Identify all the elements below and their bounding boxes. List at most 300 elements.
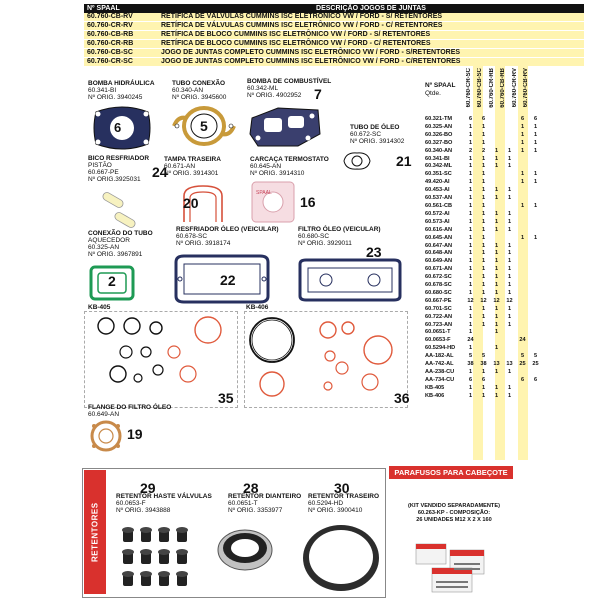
grid-row bbox=[424, 124, 542, 132]
valve-seal-icon bbox=[122, 549, 134, 564]
part-name: TAMPA TRASEIRA bbox=[164, 156, 221, 163]
grid-qty-cell bbox=[503, 171, 516, 179]
grid-part-code: 60.616-AN bbox=[424, 227, 464, 235]
grid-qty-cell: 1 bbox=[468, 123, 473, 130]
valve-seals-image bbox=[118, 522, 198, 592]
bolt-kit-image bbox=[412, 538, 512, 596]
grid-row bbox=[424, 171, 542, 179]
retentor-label-30 bbox=[308, 493, 379, 514]
grid-part-code: 60.327-BO bbox=[425, 139, 453, 146]
part-number: 22 bbox=[220, 272, 236, 288]
grid-qty-cell bbox=[503, 140, 516, 148]
grid-qty-cell: 1 bbox=[481, 274, 486, 281]
grid-qty-cell: 6 bbox=[520, 376, 525, 383]
kit-number-36: 36 bbox=[394, 390, 410, 406]
grid-qty-cell: 1 bbox=[494, 392, 499, 399]
part-number: 16 bbox=[300, 194, 316, 210]
retentor-label-28 bbox=[228, 493, 301, 514]
gasket-23-image bbox=[296, 258, 404, 302]
part-label-20 bbox=[164, 156, 221, 177]
parafusos-text bbox=[398, 503, 510, 524]
grid-qty-cell: 6 bbox=[468, 376, 473, 383]
grid-qty-cell: 6 bbox=[520, 116, 525, 122]
grid-qty-cell bbox=[529, 266, 542, 274]
grid-qty-cell bbox=[490, 377, 503, 385]
grid-qty-cell: 1 bbox=[520, 234, 525, 241]
grid-col-head: 60.760-CB-SC bbox=[477, 68, 483, 108]
grid-qty-cell: 1 bbox=[468, 274, 473, 281]
part-name: TUBO CONEXÃO bbox=[172, 80, 226, 87]
grid-qty-cell bbox=[503, 179, 516, 187]
grid-part-code: 60.723-AN bbox=[424, 322, 464, 330]
grid-qty-cell bbox=[477, 345, 490, 353]
grid-qty-cell: 1 bbox=[494, 195, 499, 202]
valve-seal-icon bbox=[122, 571, 134, 586]
grid-qty-cell: 1 bbox=[507, 187, 512, 194]
grid-qty-cell: 1 bbox=[468, 250, 473, 257]
part-name: CARCAÇA TERMOSTATO bbox=[250, 156, 329, 163]
grid-part-code: KB-405 bbox=[424, 385, 464, 393]
grid-row bbox=[424, 306, 542, 314]
grid-part-code: 60.325-AN bbox=[425, 123, 453, 130]
grid-qty-cell: 24 bbox=[467, 337, 474, 344]
grid-qty-cell: 1 bbox=[468, 305, 473, 312]
grid-row bbox=[424, 274, 542, 282]
grid-qty-cell bbox=[516, 250, 529, 258]
grid-qty-cell: 6 bbox=[533, 116, 538, 122]
retentor-code: 60.0653-F bbox=[116, 500, 146, 507]
grid-qty-cell bbox=[516, 329, 529, 337]
grid-qty-cell: 1 bbox=[468, 321, 473, 328]
grid-row bbox=[424, 187, 542, 195]
grid-qty-cell: 1 bbox=[533, 147, 538, 154]
grid-qty-cell bbox=[490, 124, 503, 132]
grid-qty-cell bbox=[503, 329, 516, 337]
grid-qty-cell: 1 bbox=[481, 250, 486, 257]
grid-qty-cell: 1 bbox=[494, 210, 499, 217]
grid-part-code: 60.0651-T bbox=[425, 329, 451, 336]
grid-row bbox=[424, 250, 542, 258]
grid-qty-cell: 1 bbox=[468, 242, 473, 249]
kit-36-orings bbox=[246, 312, 406, 404]
part-label-5 bbox=[172, 80, 226, 101]
retentor-name: RETENTOR DIANTEIRO bbox=[228, 493, 302, 500]
grid-part-code: AA-742-AL bbox=[425, 361, 454, 368]
valve-seal-icon bbox=[176, 571, 188, 586]
grid-qty-cell: 1 bbox=[481, 123, 486, 130]
retentores-label: RETENTORES bbox=[90, 502, 100, 562]
grid-qty-cell: 5 bbox=[533, 353, 538, 360]
grid-row bbox=[424, 314, 542, 322]
grid-qty-cell: 1 bbox=[481, 155, 486, 162]
part-name: BICO RESFRIADOR bbox=[88, 155, 150, 162]
grid-qty-cell bbox=[516, 274, 529, 282]
part-label-2 bbox=[88, 230, 153, 258]
grid-qty-cell: 5 bbox=[468, 353, 473, 360]
grid-qty-cell: 1 bbox=[481, 226, 486, 233]
grid-qty-cell: 1 bbox=[468, 234, 473, 241]
kit-number-35: 35 bbox=[218, 390, 234, 406]
part-number: 20 bbox=[183, 195, 199, 211]
grid-qty-cell: 1 bbox=[494, 250, 499, 257]
grid-qty-cell: 1 bbox=[481, 289, 486, 296]
grid-qty-cell bbox=[516, 393, 529, 401]
grid-row bbox=[424, 361, 542, 369]
grid-qty-cell: 1 bbox=[533, 202, 538, 209]
kit-desc: RETÍFICA DE BLOCO CUMMINS ISC ELETRÔNICO VW / FORD - C/ RETENTORES bbox=[158, 40, 584, 49]
retentor-number: 29 bbox=[140, 480, 156, 496]
svg-text:SPAAL: SPAAL bbox=[256, 190, 272, 196]
grid-qty-cell: 1 bbox=[533, 123, 538, 130]
gasket-21-image bbox=[342, 150, 372, 172]
grid-qty-cell bbox=[516, 258, 529, 266]
part-name: TUBO DE ÓLEO bbox=[350, 124, 400, 131]
grid-qty-cell bbox=[503, 116, 516, 124]
part-code: 60.680-SC bbox=[298, 233, 330, 240]
grid-qty-cell: 1 bbox=[468, 345, 473, 352]
grid-qty-cell bbox=[529, 187, 542, 195]
grid-part-code: 60.645-AN bbox=[425, 234, 453, 241]
part-orig: Nº ORIG. 3967891 bbox=[88, 251, 143, 258]
grid-qty-cell bbox=[503, 353, 516, 361]
grid-qty-cell: 1 bbox=[507, 147, 512, 154]
grid-qty-cell bbox=[529, 219, 542, 227]
grid-qty-cell: 1 bbox=[481, 202, 486, 209]
grid-qty-cell bbox=[529, 298, 542, 306]
grid-qty-cell bbox=[516, 163, 529, 171]
grid-row bbox=[424, 322, 542, 330]
grid-part-code: 60.648-AN bbox=[425, 250, 453, 257]
part-number: 23 bbox=[366, 244, 382, 260]
grid-qty-cell bbox=[490, 171, 503, 179]
grid-qty-cell bbox=[516, 322, 529, 330]
part-label-24 bbox=[88, 155, 149, 183]
grid-qty-cell bbox=[529, 393, 542, 401]
part-code: 60.649-AN bbox=[88, 411, 120, 418]
kit-code: 60.760-CR-SC bbox=[84, 58, 158, 67]
grid-qty-cell bbox=[516, 156, 529, 164]
gasket-6-image bbox=[90, 104, 154, 152]
grid-qty-cell bbox=[490, 203, 503, 211]
grid-part-code: AA-238-CU bbox=[424, 369, 464, 377]
grid-qty-cell bbox=[490, 140, 503, 148]
grid-qty-cell bbox=[529, 345, 542, 353]
grid-qty-cell: 1 bbox=[468, 392, 473, 399]
retentor-orig: Nº ORIG. 3943888 bbox=[116, 507, 171, 514]
grid-part-code: 60.671-AN bbox=[425, 266, 453, 273]
grid-qty-cell bbox=[477, 337, 490, 345]
grid-qty-cell: 1 bbox=[507, 195, 512, 202]
part-number: 7 bbox=[314, 86, 322, 102]
part-orig: Nº ORIG. 3940245 bbox=[88, 94, 143, 101]
grid-part-code: 60.572-AI bbox=[424, 211, 464, 219]
grid-qty-cell: 1 bbox=[494, 345, 499, 352]
part-orig: Nº ORIG. 3914310 bbox=[250, 170, 305, 177]
grid-part-code: 60.573-AI bbox=[425, 218, 450, 225]
grid-qty-cell: 1 bbox=[494, 305, 499, 312]
grid-qty-cell: 1 bbox=[494, 155, 499, 162]
grid-part-code: AA-182-AL bbox=[424, 353, 464, 361]
grid-qty-cell bbox=[477, 329, 490, 337]
valve-seal-icon bbox=[158, 571, 170, 586]
grid-qty-cell: 12 bbox=[467, 297, 474, 304]
valve-seal-icon bbox=[140, 549, 152, 564]
grid-qty-cell: 1 bbox=[507, 392, 512, 399]
grid-qty-cell: 1 bbox=[481, 234, 486, 241]
grid-qty-cell bbox=[490, 179, 503, 187]
retentor-number: 28 bbox=[243, 480, 259, 496]
kb-406-label: KB-406 bbox=[246, 304, 269, 311]
grid-qty-cell bbox=[490, 337, 503, 345]
grid-row bbox=[424, 243, 542, 251]
grid-part-code: KB-406 bbox=[425, 392, 445, 399]
part-orig: Nº ORIG.3925031 bbox=[88, 176, 141, 183]
part-name: RESFRIADOR ÓLEO (VEICULAR) bbox=[176, 226, 279, 233]
grid-qty-cell: 1 bbox=[481, 313, 486, 320]
grid-qty-cell: 1 bbox=[533, 179, 538, 186]
grid-qty-cell: 1 bbox=[507, 282, 512, 289]
grid-header bbox=[425, 82, 455, 98]
grid-part-code: 60.321-TM bbox=[424, 116, 464, 124]
grid-qty-cell bbox=[529, 337, 542, 345]
grid-qty-cell: 1 bbox=[468, 139, 473, 146]
grid-qty-cell: 38 bbox=[467, 361, 474, 368]
grid-qty-cell: 1 bbox=[507, 226, 512, 233]
grid-qty-cell: 1 bbox=[494, 384, 499, 391]
grid-qty-cell: 1 bbox=[481, 258, 486, 265]
part-number: 19 bbox=[127, 426, 143, 442]
grid-head-code: Nº SPAAL bbox=[425, 82, 456, 89]
grid-qty-cell: 1 bbox=[507, 242, 512, 249]
grid-row bbox=[424, 140, 542, 148]
retentor-name: RETENTOR HASTE VÁLVULAS bbox=[116, 493, 212, 500]
retentor-orig: Nº ORIG. 3900410 bbox=[308, 507, 363, 514]
grid-qty-cell: 1 bbox=[533, 234, 538, 241]
grid-part-code: 49.420-AI bbox=[424, 179, 464, 187]
grid-qty-cell bbox=[529, 306, 542, 314]
grid-qty-cell: 1 bbox=[481, 384, 486, 391]
grid-qty-cell: 1 bbox=[481, 195, 486, 202]
grid-qty-cell: 1 bbox=[481, 131, 486, 138]
grid-qty-cell: 13 bbox=[493, 361, 500, 368]
grid-qty-cell: 1 bbox=[468, 369, 473, 375]
kit-code: 60.760-CB-RV bbox=[84, 13, 158, 22]
grid-qty-cell: 1 bbox=[520, 171, 525, 178]
grid-qty-cell bbox=[529, 195, 542, 203]
rear-seal-image bbox=[300, 520, 382, 594]
grid-qty-cell: 1 bbox=[468, 258, 473, 265]
grid-qty-cell: 25 bbox=[519, 361, 526, 368]
grid-qty-cell: 1 bbox=[533, 139, 538, 146]
grid-qty-cell bbox=[503, 337, 516, 345]
part-code: 60.671-AN bbox=[164, 163, 196, 170]
valve-seal-icon bbox=[158, 549, 170, 564]
part-name: FLANGE DO FILTRO ÓLEO bbox=[88, 404, 172, 411]
grid-qty-cell bbox=[529, 314, 542, 322]
retentor-name: RETENTOR TRASEIRO bbox=[308, 493, 380, 500]
grid-part-code: 60.5294-HD bbox=[425, 345, 456, 352]
valve-seal-icon bbox=[140, 527, 152, 542]
grid-part-code: 60.680-SC bbox=[424, 290, 464, 298]
grid-qty-cell: 2 bbox=[481, 147, 486, 154]
grid-qty-cell bbox=[529, 227, 542, 235]
part-number: 5 bbox=[200, 118, 208, 134]
grid-qty-cell: 1 bbox=[468, 179, 473, 186]
grid-qty-cell: 1 bbox=[507, 218, 512, 225]
grid-qty-cell: 1 bbox=[481, 171, 486, 178]
grid-qty-cell: 5 bbox=[520, 353, 525, 360]
grid-qty-cell bbox=[503, 235, 516, 243]
grid-qty-cell: 1 bbox=[494, 274, 499, 281]
grid-col-head: 60.760-CR-RV bbox=[512, 68, 518, 108]
grid-qty-cell: 1 bbox=[468, 282, 473, 289]
grid-col-head: 60.760-CB-RV bbox=[523, 68, 529, 108]
retentor-code: 60.5294-HD bbox=[308, 500, 344, 507]
grid-qty-cell bbox=[490, 132, 503, 140]
grid-qty-cell bbox=[529, 156, 542, 164]
grid-part-code: 60.326-BO bbox=[424, 132, 464, 140]
grid-qty-cell: 1 bbox=[507, 258, 512, 265]
parafusos-line: 60.263-KP - COMPOSIÇÃO: bbox=[417, 510, 491, 516]
grid-row bbox=[424, 156, 542, 164]
part-label-22 bbox=[176, 226, 279, 247]
grid-row bbox=[424, 148, 542, 156]
grid-qty-cell: 1 bbox=[481, 321, 486, 328]
grid-part-code: 60.649-AN bbox=[424, 258, 464, 266]
grid-qty-cell bbox=[529, 211, 542, 219]
part-name: FILTRO ÓLEO (VEICULAR) bbox=[298, 226, 381, 233]
grid-qty-cell bbox=[529, 258, 542, 266]
header-code-column: Nº SPAAL bbox=[84, 4, 158, 13]
grid-qty-cell bbox=[529, 322, 542, 330]
grid-qty-cell bbox=[516, 243, 529, 251]
grid-qty-cell: 1 bbox=[468, 226, 473, 233]
grid-row bbox=[424, 179, 542, 187]
grid-qty-cell bbox=[516, 187, 529, 195]
grid-row bbox=[424, 116, 542, 124]
grid-part-code: 60.667-PE bbox=[425, 297, 452, 304]
grid-row bbox=[424, 258, 542, 266]
grid-qty-cell bbox=[490, 353, 503, 361]
part-number: 6 bbox=[114, 120, 122, 135]
grid-qty-cell: 1 bbox=[520, 202, 525, 209]
grid-qty-cell: 1 bbox=[507, 369, 512, 375]
grid-qty-cell: 1 bbox=[494, 369, 499, 375]
grid-row bbox=[424, 353, 542, 361]
grid-qty-cell bbox=[529, 282, 542, 290]
grid-qty-cell: 38 bbox=[480, 361, 487, 368]
grid-qty-cell bbox=[529, 250, 542, 258]
grid-row bbox=[424, 235, 542, 243]
grid-qty-cell: 1 bbox=[481, 305, 486, 312]
grid-qty-cell: 1 bbox=[481, 218, 486, 225]
grid-qty-cell bbox=[516, 385, 529, 393]
grid-qty-cell bbox=[529, 329, 542, 337]
grid-qty-cell: 1 bbox=[507, 305, 512, 312]
grid-qty-cell: 1 bbox=[494, 163, 499, 170]
grid-part-code: 60.341-BI bbox=[425, 155, 450, 162]
grid-qty-cell bbox=[516, 306, 529, 314]
quantity-grid bbox=[424, 116, 542, 401]
grid-qty-cell: 1 bbox=[494, 321, 499, 328]
grid-row bbox=[424, 329, 542, 337]
grid-qty-cell bbox=[529, 243, 542, 251]
grid-qty-cell bbox=[529, 163, 542, 171]
grid-qty-cell: 1 bbox=[468, 266, 473, 273]
grid-qty-cell bbox=[516, 298, 529, 306]
grid-qty-cell bbox=[490, 116, 503, 124]
gasket-16-image bbox=[250, 180, 296, 224]
grid-row bbox=[424, 163, 542, 171]
grid-qty-cell: 6 bbox=[468, 116, 473, 122]
grid-qty-cell: 1 bbox=[468, 202, 473, 209]
grid-qty-cell: 1 bbox=[481, 139, 486, 146]
retentor-code: 60.0651-T bbox=[228, 500, 258, 507]
grid-qty-cell: 1 bbox=[520, 139, 525, 146]
grid-qty-cell: 1 bbox=[507, 163, 512, 170]
grid-part-code: 60.351-SC bbox=[425, 171, 452, 178]
part-code: 60.340-AN bbox=[172, 87, 204, 94]
grid-qty-cell: 6 bbox=[481, 376, 486, 383]
part-name-2: AQUECEDOR bbox=[88, 237, 130, 244]
grid-qty-cell: 1 bbox=[533, 131, 538, 138]
grid-col-head: 60.760-CB-RB bbox=[500, 68, 506, 108]
grid-row bbox=[424, 290, 542, 298]
part-code: 60.645-AN bbox=[250, 163, 282, 170]
grid-qty-cell bbox=[529, 290, 542, 298]
grid-part-code: 60.701-SC bbox=[424, 306, 464, 314]
part-orig: Nº ORIG. 3914302 bbox=[350, 138, 405, 145]
grid-part-code: 60.678-SC bbox=[425, 282, 452, 289]
part-number: 24 bbox=[152, 164, 168, 180]
grid-qty-cell: 12 bbox=[493, 297, 500, 304]
grid-part-code: 60.722-AN bbox=[425, 313, 453, 320]
kit-desc: RETÍFICA DE BLOCO CUMMINS ISC ELETRÔNICO VW / FORD - S/ RETENTORES bbox=[158, 31, 584, 40]
kit-code: 60.760-CB-SC bbox=[84, 49, 158, 58]
grid-qty-cell: 1 bbox=[494, 329, 499, 336]
grid-qty-cell: 1 bbox=[468, 384, 473, 391]
grid-qty-cell: 1 bbox=[494, 258, 499, 265]
part-number: 21 bbox=[396, 153, 412, 169]
grid-row bbox=[424, 195, 542, 203]
grid-part-code: 60.340-AN bbox=[424, 148, 464, 156]
kit-desc: JOGO DE JUNTAS COMPLETO CUMMINS ISC ELETRÔNICO VW / FORD - S/RETENTORES bbox=[158, 49, 584, 58]
valve-seal-icon bbox=[140, 571, 152, 586]
kit-desc: JOGO DE JUNTAS COMPLETO CUMMINS ISC ELETRÔNICO VW / FORD - C/RETENTORES bbox=[158, 58, 584, 67]
grid-qty-cell bbox=[529, 274, 542, 282]
grid-qty-cell: 1 bbox=[468, 131, 473, 138]
grid-qty-cell: 12 bbox=[506, 297, 513, 304]
grid-qty-cell: 1 bbox=[481, 282, 486, 289]
grid-qty-cell: 2 bbox=[468, 147, 473, 154]
grid-qty-cell: 1 bbox=[481, 210, 486, 217]
grid-qty-cell bbox=[516, 195, 529, 203]
part-name-2: PISTÃO bbox=[88, 162, 112, 169]
grid-qty-cell: 1 bbox=[468, 329, 473, 336]
grid-part-code: 60.561-CB bbox=[425, 202, 453, 209]
grid-qty-cell: 1 bbox=[468, 210, 473, 217]
retentor-orig: Nº ORIG. 3353977 bbox=[228, 507, 283, 514]
kit-35-orings bbox=[88, 312, 236, 404]
grid-part-code: 60.0653-F bbox=[424, 337, 464, 345]
grid-qty-cell: 1 bbox=[481, 163, 486, 170]
header-desc-column: DESCRIÇÃO JOGOS DE JUNTAS bbox=[158, 4, 584, 13]
grid-row bbox=[424, 266, 542, 274]
grid-qty-cell: 1 bbox=[494, 187, 499, 194]
grid-qty-cell: 1 bbox=[507, 289, 512, 296]
grid-qty-cell bbox=[529, 369, 542, 377]
grid-qty-cell bbox=[516, 266, 529, 274]
